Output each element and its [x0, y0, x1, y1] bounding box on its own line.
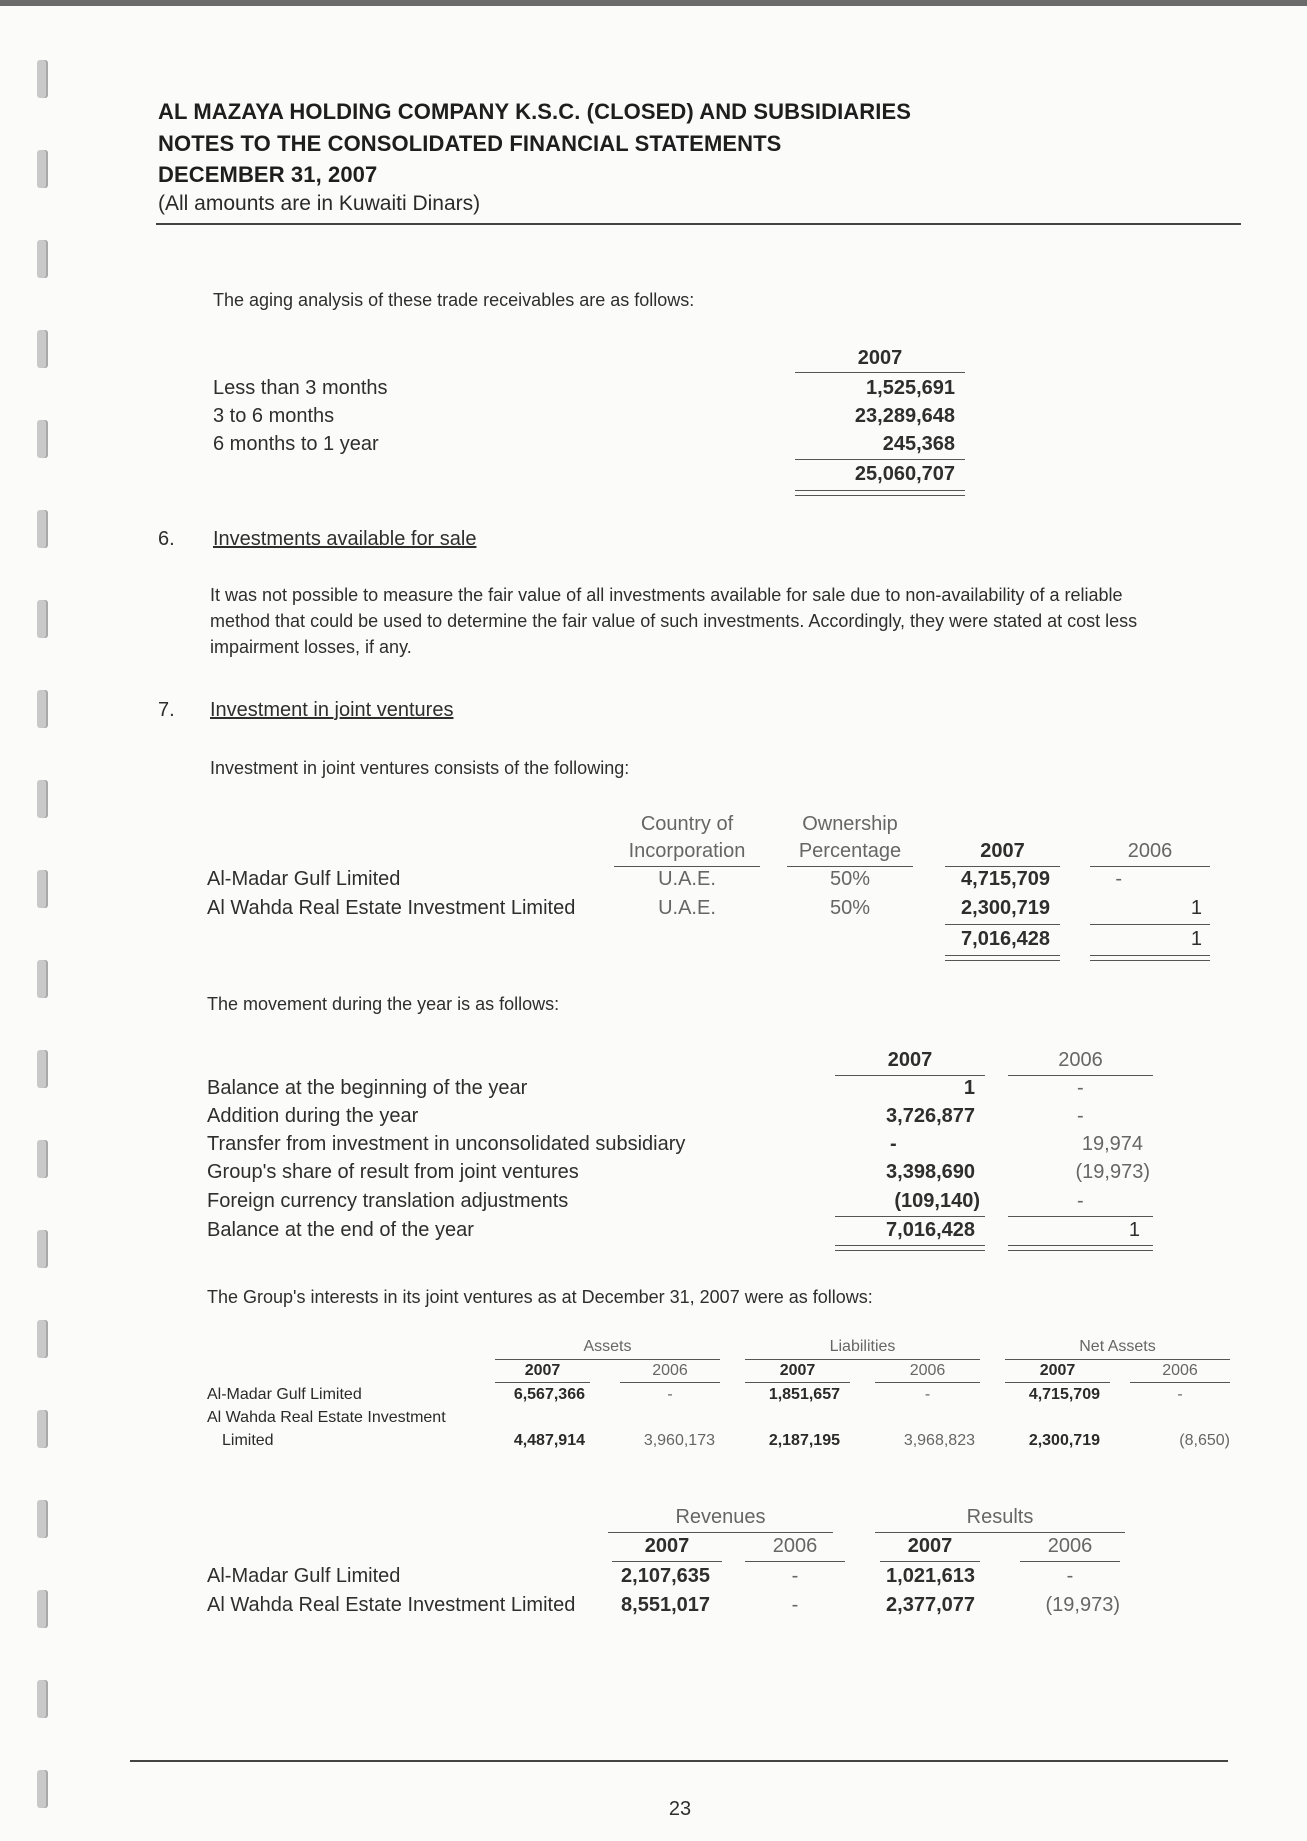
- movement-end-2007: 7,016,428: [886, 1219, 975, 1241]
- col-ownership-line1: Ownership: [802, 813, 898, 835]
- interests-value: -: [924, 1386, 931, 1403]
- binder-hole: [37, 600, 48, 638]
- col-2006-header: 2006: [1127, 840, 1173, 862]
- movement-row-2007: 3,398,690: [886, 1161, 975, 1183]
- aging-header-rule: [795, 372, 965, 373]
- group-header-net-assets: Net Assets: [1079, 1338, 1156, 1355]
- binder-hole: [37, 1410, 48, 1448]
- aging-total-double-rule: [795, 490, 965, 496]
- aging-row-value: 1,525,691: [866, 377, 955, 399]
- revenues-row-name: Al-Madar Gulf Limited: [207, 1565, 401, 1587]
- movement-row-label: Foreign currency translation adjustments: [207, 1190, 569, 1212]
- binder-hole: [37, 330, 48, 368]
- movement-row-2007: (109,140): [894, 1190, 980, 1212]
- movement-row-2007: 3,726,877: [886, 1105, 975, 1127]
- binder-hole: [37, 780, 48, 818]
- binder-hole: [37, 1320, 48, 1358]
- col-country-line1: Country of: [640, 813, 734, 835]
- group-rule-net-assets: [1005, 1359, 1230, 1360]
- movement-row-2006: -: [1077, 1190, 1084, 1212]
- binder-hole: [37, 510, 48, 548]
- movement-row-label: Group's share of result from joint ventures: [207, 1161, 579, 1183]
- binder-hole: [37, 1770, 48, 1808]
- jv-row-2007: 2,300,719: [961, 897, 1050, 919]
- jv-row-country: U.A.E.: [658, 897, 716, 919]
- year-rule: [745, 1382, 850, 1383]
- movement-row-2006: (19,973): [1075, 1161, 1150, 1183]
- jv-row-pct: 50%: [829, 897, 871, 919]
- aging-row-value: 245,368: [882, 433, 955, 455]
- aging-subtotal-rule: [795, 459, 965, 460]
- revenues-value: -: [791, 1594, 799, 1616]
- interests-intro: The Group's interests in its joint ventures as at December 31, 2007 were as follows:: [207, 1287, 873, 1307]
- interests-row-name: Al-Madar Gulf Limited: [207, 1386, 362, 1403]
- group-header-results: Results: [966, 1506, 1034, 1528]
- revenues-value: -: [791, 1565, 799, 1587]
- interests-value: (8,650): [1179, 1432, 1230, 1449]
- jv-row-name: Al Wahda Real Estate Investment Limited: [207, 897, 576, 919]
- movement-end-double-rule: [1008, 1245, 1153, 1251]
- aging-row-label: 6 months to 1 year: [213, 433, 379, 455]
- year-rule: [1020, 1561, 1120, 1562]
- results-value: 1,021,613: [886, 1565, 975, 1587]
- jv-subtotal-rule: [1090, 924, 1210, 925]
- interests-row-name: Al Wahda Real Estate Investment: [207, 1409, 446, 1426]
- movement-subtotal-rule: [1008, 1216, 1153, 1217]
- movement-row-2006: 19,974: [1081, 1133, 1143, 1155]
- aging-row-label: 3 to 6 months: [213, 405, 335, 427]
- col-2007-header: 2007: [980, 840, 1025, 862]
- year-rule: [495, 1382, 590, 1383]
- note-7-intro: Investment in joint ventures consists of the following:: [210, 758, 630, 778]
- aging-intro: The aging analysis of these trade receivables are as follows:: [213, 290, 695, 310]
- col-country-line2: Incorporation: [628, 840, 746, 862]
- movement-row-2007: -: [890, 1133, 897, 1155]
- interests-value: 2,300,719: [1028, 1432, 1100, 1449]
- note-7-title: Investment in joint ventures: [210, 699, 454, 721]
- year-header: 2006: [1047, 1535, 1093, 1557]
- note-7-number: 7.: [158, 699, 175, 721]
- page-number: 23: [668, 1798, 692, 1820]
- binder-hole: [37, 690, 48, 728]
- footer-rule: [130, 1760, 1228, 1762]
- col-ownership-rule: [787, 866, 913, 867]
- revenues-row-name: Al Wahda Real Estate Investment Limited: [207, 1594, 576, 1616]
- note-6-number: 6.: [158, 528, 175, 550]
- jv-row-name: Al-Madar Gulf Limited: [207, 868, 401, 890]
- binder-hole: [37, 870, 48, 908]
- interests-value: -: [1177, 1386, 1183, 1403]
- year-rule: [875, 1382, 980, 1383]
- col-country-rule: [614, 866, 760, 867]
- movement-col-2007: 2007: [887, 1049, 933, 1071]
- header-rule: [156, 223, 1241, 225]
- interests-value: 1,851,657: [768, 1386, 840, 1403]
- binder-hole: [37, 1230, 48, 1268]
- year-header: 2006: [909, 1362, 946, 1379]
- jv-total-2007: 7,016,428: [961, 928, 1050, 950]
- year-header: 2007: [1039, 1362, 1076, 1379]
- interests-value: 4,487,914: [513, 1432, 585, 1449]
- year-rule: [612, 1561, 722, 1562]
- currency-note: (All amounts are in Kuwaiti Dinars): [158, 192, 481, 215]
- movement-row-label: Addition during the year: [207, 1105, 419, 1127]
- year-rule: [1005, 1382, 1110, 1383]
- col-2007-rule: [945, 866, 1060, 867]
- year-header: 2007: [524, 1362, 561, 1379]
- results-value: 2,377,077: [886, 1594, 975, 1616]
- jv-total-double-rule: [1090, 955, 1210, 961]
- notes-title: NOTES TO THE CONSOLIDATED FINANCIAL STATEMENTS: [158, 131, 782, 156]
- aging-year-header: 2007: [857, 347, 903, 369]
- col-ownership-line2: Percentage: [798, 840, 902, 862]
- binder-hole: [37, 420, 48, 458]
- group-rule-revenues: [608, 1532, 833, 1533]
- year-rule: [880, 1561, 980, 1562]
- interests-value: 3,960,173: [643, 1432, 715, 1449]
- jv-total-2006: 1: [1190, 928, 1202, 950]
- year-rule: [620, 1382, 720, 1383]
- binder-hole: [37, 1590, 48, 1628]
- binder-hole: [37, 240, 48, 278]
- jv-total-double-rule: [945, 955, 1060, 961]
- binder-hole: [37, 1050, 48, 1088]
- interests-value: 6,567,366: [513, 1386, 585, 1403]
- note-6-title: Investments available for sale: [213, 528, 477, 550]
- year-rule: [745, 1561, 845, 1562]
- year-header: 2006: [652, 1362, 688, 1379]
- top-border: [0, 0, 1307, 6]
- binder-hole: [37, 1500, 48, 1538]
- jv-row-2006: 1: [1190, 897, 1202, 919]
- jv-row-2007: 4,715,709: [961, 868, 1050, 890]
- statement-date: DECEMBER 31, 2007: [158, 162, 378, 187]
- group-rule-assets: [495, 1359, 720, 1360]
- movement-subtotal-rule: [835, 1216, 985, 1217]
- results-value: -: [1066, 1565, 1074, 1587]
- year-header: 2006: [772, 1535, 818, 1557]
- group-rule-results: [875, 1532, 1125, 1533]
- revenues-value: 8,551,017: [621, 1594, 710, 1616]
- movement-row-2006: -: [1077, 1077, 1084, 1099]
- jv-row-pct: 50%: [829, 868, 871, 890]
- interests-value: 4,715,709: [1028, 1386, 1100, 1403]
- col-2006-rule: [1090, 866, 1210, 867]
- jv-subtotal-rule: [945, 924, 1060, 925]
- interests-value: 3,968,823: [903, 1432, 975, 1449]
- movement-end-2006: 1: [1128, 1219, 1140, 1241]
- movement-row-2007: 1: [963, 1077, 975, 1099]
- movement-row-2006: -: [1077, 1105, 1084, 1127]
- interests-row-name: Limited: [222, 1432, 274, 1449]
- interests-value: 2,187,195: [768, 1432, 840, 1449]
- movement-row-label: Transfer from investment in unconsolidated subsidiary: [207, 1133, 686, 1155]
- year-rule: [1130, 1382, 1230, 1383]
- group-header-assets: Assets: [583, 1338, 632, 1355]
- binder-hole: [37, 1140, 48, 1178]
- binder-hole: [37, 960, 48, 998]
- group-header-revenues: Revenues: [675, 1506, 766, 1528]
- aging-total: 25,060,707: [854, 463, 955, 485]
- aging-row-label: Less than 3 months: [213, 377, 388, 399]
- movement-end-double-rule: [835, 1245, 985, 1251]
- group-header-liabilities: Liabilities: [829, 1338, 896, 1355]
- year-header: 2007: [644, 1535, 690, 1557]
- revenues-value: 2,107,635: [621, 1565, 710, 1587]
- interests-value: -: [667, 1386, 673, 1403]
- aging-row-value: 23,289,648: [854, 405, 955, 427]
- movement-intro: The movement during the year is as follows:: [207, 994, 560, 1014]
- movement-row-label: Balance at the beginning of the year: [207, 1077, 528, 1099]
- movement-col-2007-rule: [835, 1075, 985, 1076]
- binder-hole: [37, 60, 48, 98]
- company-name: AL MAZAYA HOLDING COMPANY K.S.C. (CLOSED) AND SUBSIDIARIES: [158, 99, 912, 124]
- binder-hole: [37, 1680, 48, 1718]
- movement-col-2006-rule: [1008, 1075, 1153, 1076]
- group-rule-liabilities: [745, 1359, 980, 1360]
- year-header: 2006: [1162, 1362, 1198, 1379]
- year-header: 2007: [907, 1535, 953, 1557]
- results-value: (19,973): [1045, 1594, 1120, 1616]
- movement-col-2006: 2006: [1058, 1049, 1103, 1071]
- jv-row-2006: -: [1115, 868, 1122, 890]
- binder-hole: [37, 150, 48, 188]
- year-header: 2007: [779, 1362, 816, 1379]
- note-6-text: It was not possible to measure the fair value of all investments available for sale due to non-availability of a reliable method that could be used to determine the fair value of such investments. Accordingly, they were stated at cost less impairment losses, if any.: [210, 585, 1138, 657]
- movement-end-label: Balance at the end of the year: [207, 1219, 474, 1241]
- jv-row-country: U.A.E.: [658, 868, 716, 890]
